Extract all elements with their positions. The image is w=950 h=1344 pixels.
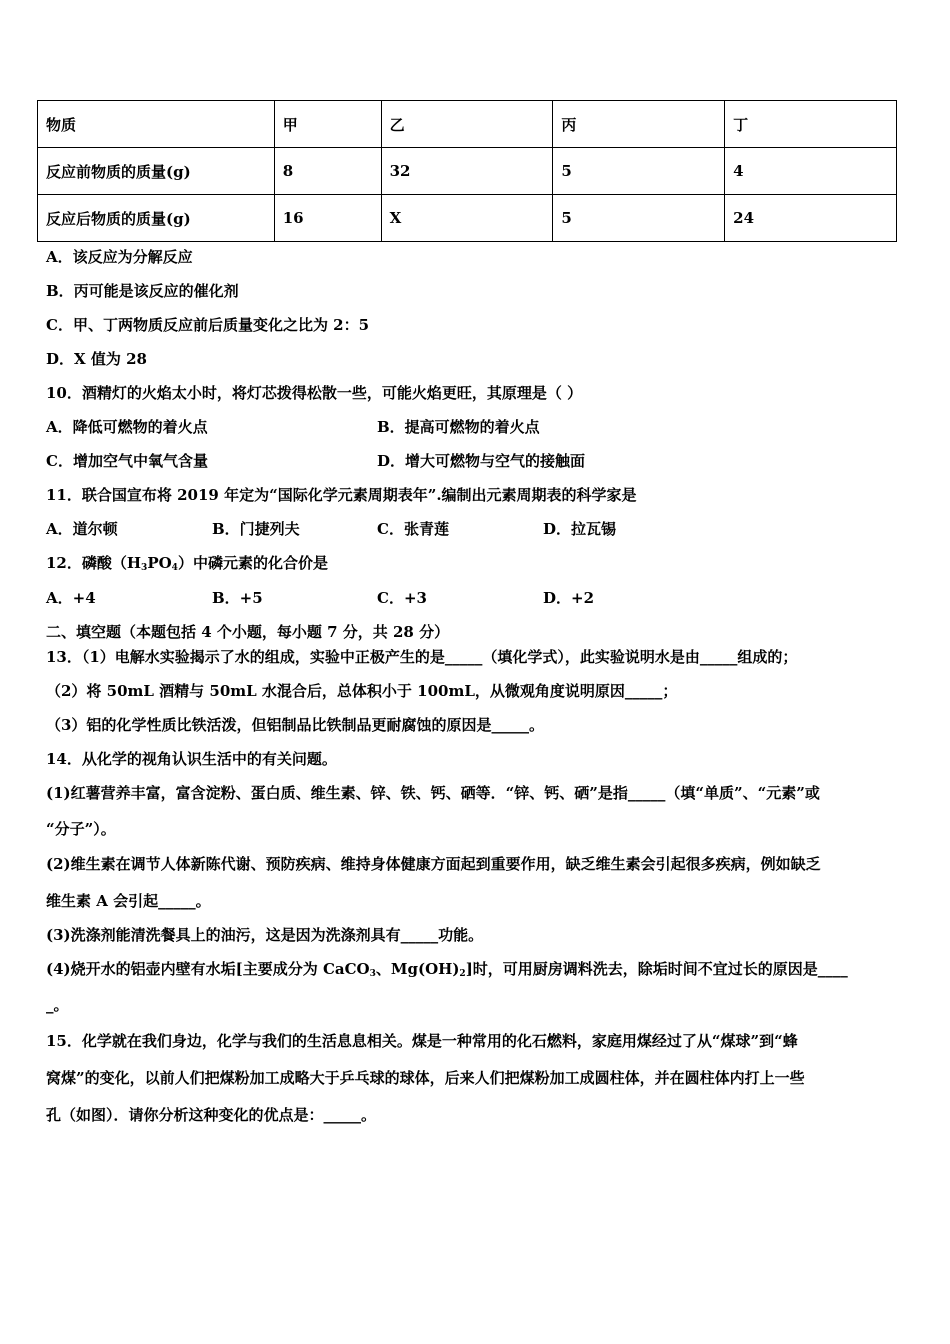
table-cell: 反应后物质的质量(g) — [38, 195, 275, 242]
table-cell: X — [381, 195, 553, 242]
q12-option-d: D．+2 — [543, 589, 595, 607]
q15-line3: 孔（如图）．请你分析这种变化的优点是：_____。 — [46, 1106, 377, 1124]
q10-option-c: C．增加空气中氧气含量 — [46, 452, 208, 470]
q14-part4-line1 — [46, 958, 848, 979]
q14-part4-mid: 、Mg(OH) — [375, 960, 460, 978]
q14-part4-line2: _。 — [46, 996, 69, 1014]
q10-option-a: A．降低可燃物的着火点 — [46, 418, 208, 436]
q15-line2: 窝煤”的变化，以前人们把煤粉加工成略大于乒乓球的球体，后来人们把煤粉加工成圆柱体，并在圆柱体内打上一些 — [46, 1069, 805, 1087]
q9-option-c: C．甲、丁两物质反应前后质量变化之比为 2：5 — [46, 316, 370, 334]
q12-stem-suffix: ）中磷元素的化合价是 — [177, 554, 328, 572]
q14-part2-line2: 维生素 A 会引起_____。 — [46, 892, 211, 910]
table-cell: 32 — [381, 148, 553, 195]
q10-stem: 10．酒精灯的火焰太小时，将灯芯拨得松散一些，可能火焰更旺，其原理是（ ） — [46, 384, 583, 402]
q14-part4-prefix: (4)烧开水的铝壶内壁有水垢[主要成分为 CaCO — [46, 960, 370, 978]
q11-stem: 11．联合国宣布将 2019 年定为“国际化学元素周期表年”.编制出元素周期表的科学家是 — [46, 486, 637, 504]
q10-option-d: D．增大可燃物与空气的接触面 — [377, 452, 586, 470]
q14-part1-line1: (1)红薯营养丰富，富含淀粉、蛋白质、维生素、锌、铁、钙、硒等．“锌、钙、硒”是指_____（填“单质”、“元素”或 — [46, 784, 820, 802]
table-header-cell: 丙 — [553, 101, 725, 148]
table-cell: 反应前物质的质量(g) — [38, 148, 275, 195]
table-cell: 4 — [725, 148, 897, 195]
table-header-row — [38, 101, 897, 148]
table-row — [38, 148, 897, 195]
table-cell: 8 — [274, 148, 381, 195]
q10-option-b: B．提高可燃物的着火点 — [377, 418, 540, 436]
q14-part3: (3)洗涤剂能清洗餐具上的油污，这是因为洗涤剂具有_____功能。 — [46, 926, 484, 944]
section-heading: 二、填空题（本题包括 4 个小题，每小题 7 分，共 28 分） — [46, 623, 450, 641]
q9-option-b: B．丙可能是该反应的催化剂 — [46, 282, 239, 300]
table-row — [38, 195, 897, 242]
q15-line1: 15．化学就在我们身边，化学与我们的生活息息相关。煤是一种常用的化石燃料，家庭用煤经过了从“煤球”到“蜂 — [46, 1032, 798, 1050]
table-cell: 16 — [274, 195, 381, 242]
q9-option-a: A．该反应为分解反应 — [46, 248, 193, 266]
mass-table — [37, 100, 897, 242]
q14-part2-line1: (2)维生素在调节人体新陈代谢、预防疾病、维持身体健康方面起到重要作用，缺乏维生素会引起很多疾病，例如缺乏 — [46, 855, 821, 873]
q12-option-b: B．+5 — [212, 589, 263, 607]
q11-option-a: A．道尔顿 — [46, 520, 118, 538]
q13-line3: （3）铝的化学性质比铁活泼，但铝制品比铁制品更耐腐蚀的原因是_____。 — [46, 716, 544, 734]
q11-option-c: C．张青莲 — [377, 520, 449, 538]
table-cell: 24 — [725, 195, 897, 242]
q12-sub2: 4 — [171, 563, 178, 573]
q11-option-d: D．拉瓦锡 — [543, 520, 617, 538]
q12-option-c: C．+3 — [377, 589, 427, 607]
q12-stem-mid: PO — [147, 554, 172, 572]
q11-option-b: B．门捷列夫 — [212, 520, 300, 538]
table-header-cell: 物质 — [38, 101, 275, 148]
table-cell: 5 — [553, 148, 725, 195]
q14-stem: 14．从化学的视角认识生活中的有关问题。 — [46, 750, 337, 768]
q9-option-d: D．X 值为 28 — [46, 350, 147, 368]
table-header-cell: 乙 — [381, 101, 553, 148]
q14-part4-sub1: 3 — [369, 969, 376, 979]
q12-stem — [46, 552, 328, 573]
q14-part1-line2: “分子”）。 — [46, 820, 116, 838]
q12-stem-prefix: 12．磷酸（H — [46, 554, 142, 572]
q12-option-a: A．+4 — [46, 589, 96, 607]
q14-part4-sub2: 2 — [459, 969, 466, 979]
q12-sub1: 3 — [141, 563, 148, 573]
table-header-cell: 丁 — [725, 101, 897, 148]
q14-part4-suffix: ]时，可用厨房调料洗去，除垢时间不宜过长的原因是____ — [465, 960, 848, 978]
table-header-cell: 甲 — [274, 101, 381, 148]
q13-line2: （2）将 50mL 酒精与 50mL 水混合后，总体积小于 100mL，从微观角度说明原因_____； — [46, 682, 678, 700]
q13-line1: 13．（1）电解水实验揭示了水的组成，实验中正极产生的是_____（填化学式），此实验说明水是由_____组成的； — [46, 648, 798, 666]
table-cell: 5 — [553, 195, 725, 242]
